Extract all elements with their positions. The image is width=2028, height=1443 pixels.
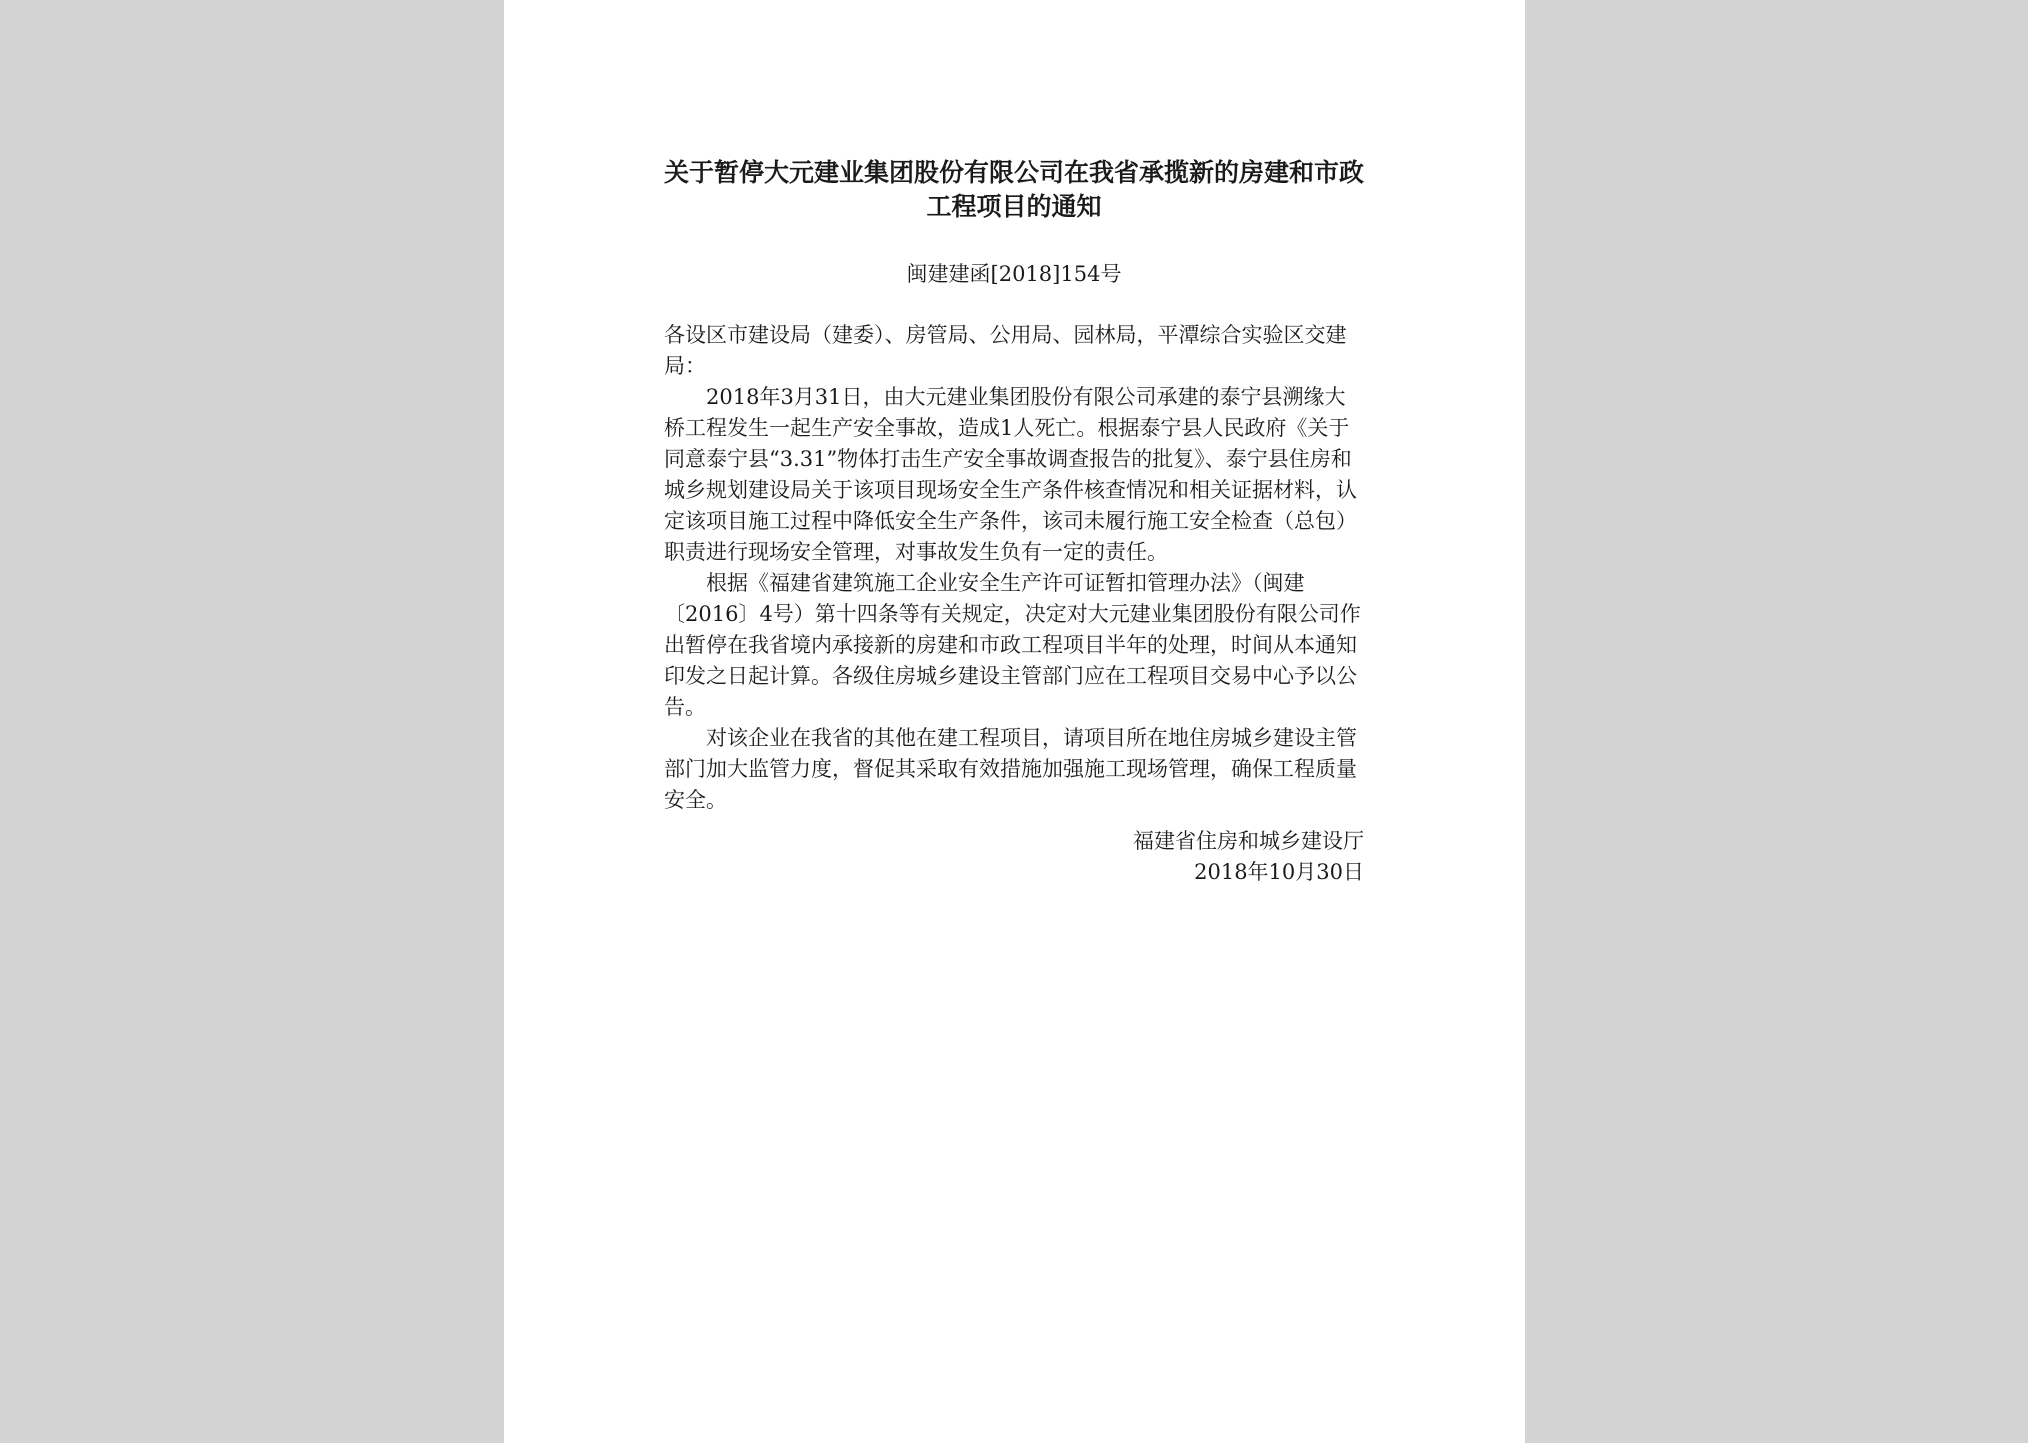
page-content bbox=[664, 156, 1364, 888]
body-paragraph-2: 根据《福建省建筑施工企业安全生产许可证暂扣管理办法》（闽建〔2016〕4号）第十四条等有关规定，决定对大元建业集团股份有限公司作出暂停在我省境内承接新的房建和市政工程项目半年的处理，时间从本通知印发之日起计算。各级住房城乡建设主管部门应在工程项目交易中心予以公告。 bbox=[664, 571, 1361, 719]
document-title: 关于暂停大元建业集团股份有限公司在我省承揽新的房建和市政工程项目的通知 bbox=[664, 158, 1365, 221]
issue-date: 2018年10月30日 bbox=[1194, 860, 1364, 884]
addressee: 各设区市建设局（建委）、房管局、公用局、园林局，平潭综合实验区交建局： bbox=[664, 323, 1347, 378]
document-number: 闽建建函[2018]154号 bbox=[906, 262, 1122, 286]
issuer-name: 福建省住房和城乡建设厅 bbox=[1133, 829, 1364, 853]
body-paragraph-1: 2018年3月31日，由大元建业集团股份有限公司承建的泰宁县溯缘大桥工程发生一起生产安全事故，造成1人死亡。根据泰宁县人民政府《关于同意泰宁县“3.31”物体打击生产安全事故调查报告的批复》、泰宁县住房和城乡规划建设局关于该项目现场安全生产条件核查情况和相关证据材料，认定该项目施工过程中降低安全生产条件，该司未履行施工安全检查（总包）职责进行现场安全管理，对事故发生负有一定的责任。 bbox=[664, 385, 1357, 564]
signature-block bbox=[664, 826, 1364, 888]
document-page bbox=[504, 0, 1525, 1443]
body-paragraph-3: 对该企业在我省的其他在建工程项目，请项目所在地住房城乡建设主管部门加大监管力度，督促其采取有效措施加强施工现场管理，确保工程质量安全。 bbox=[664, 726, 1357, 812]
